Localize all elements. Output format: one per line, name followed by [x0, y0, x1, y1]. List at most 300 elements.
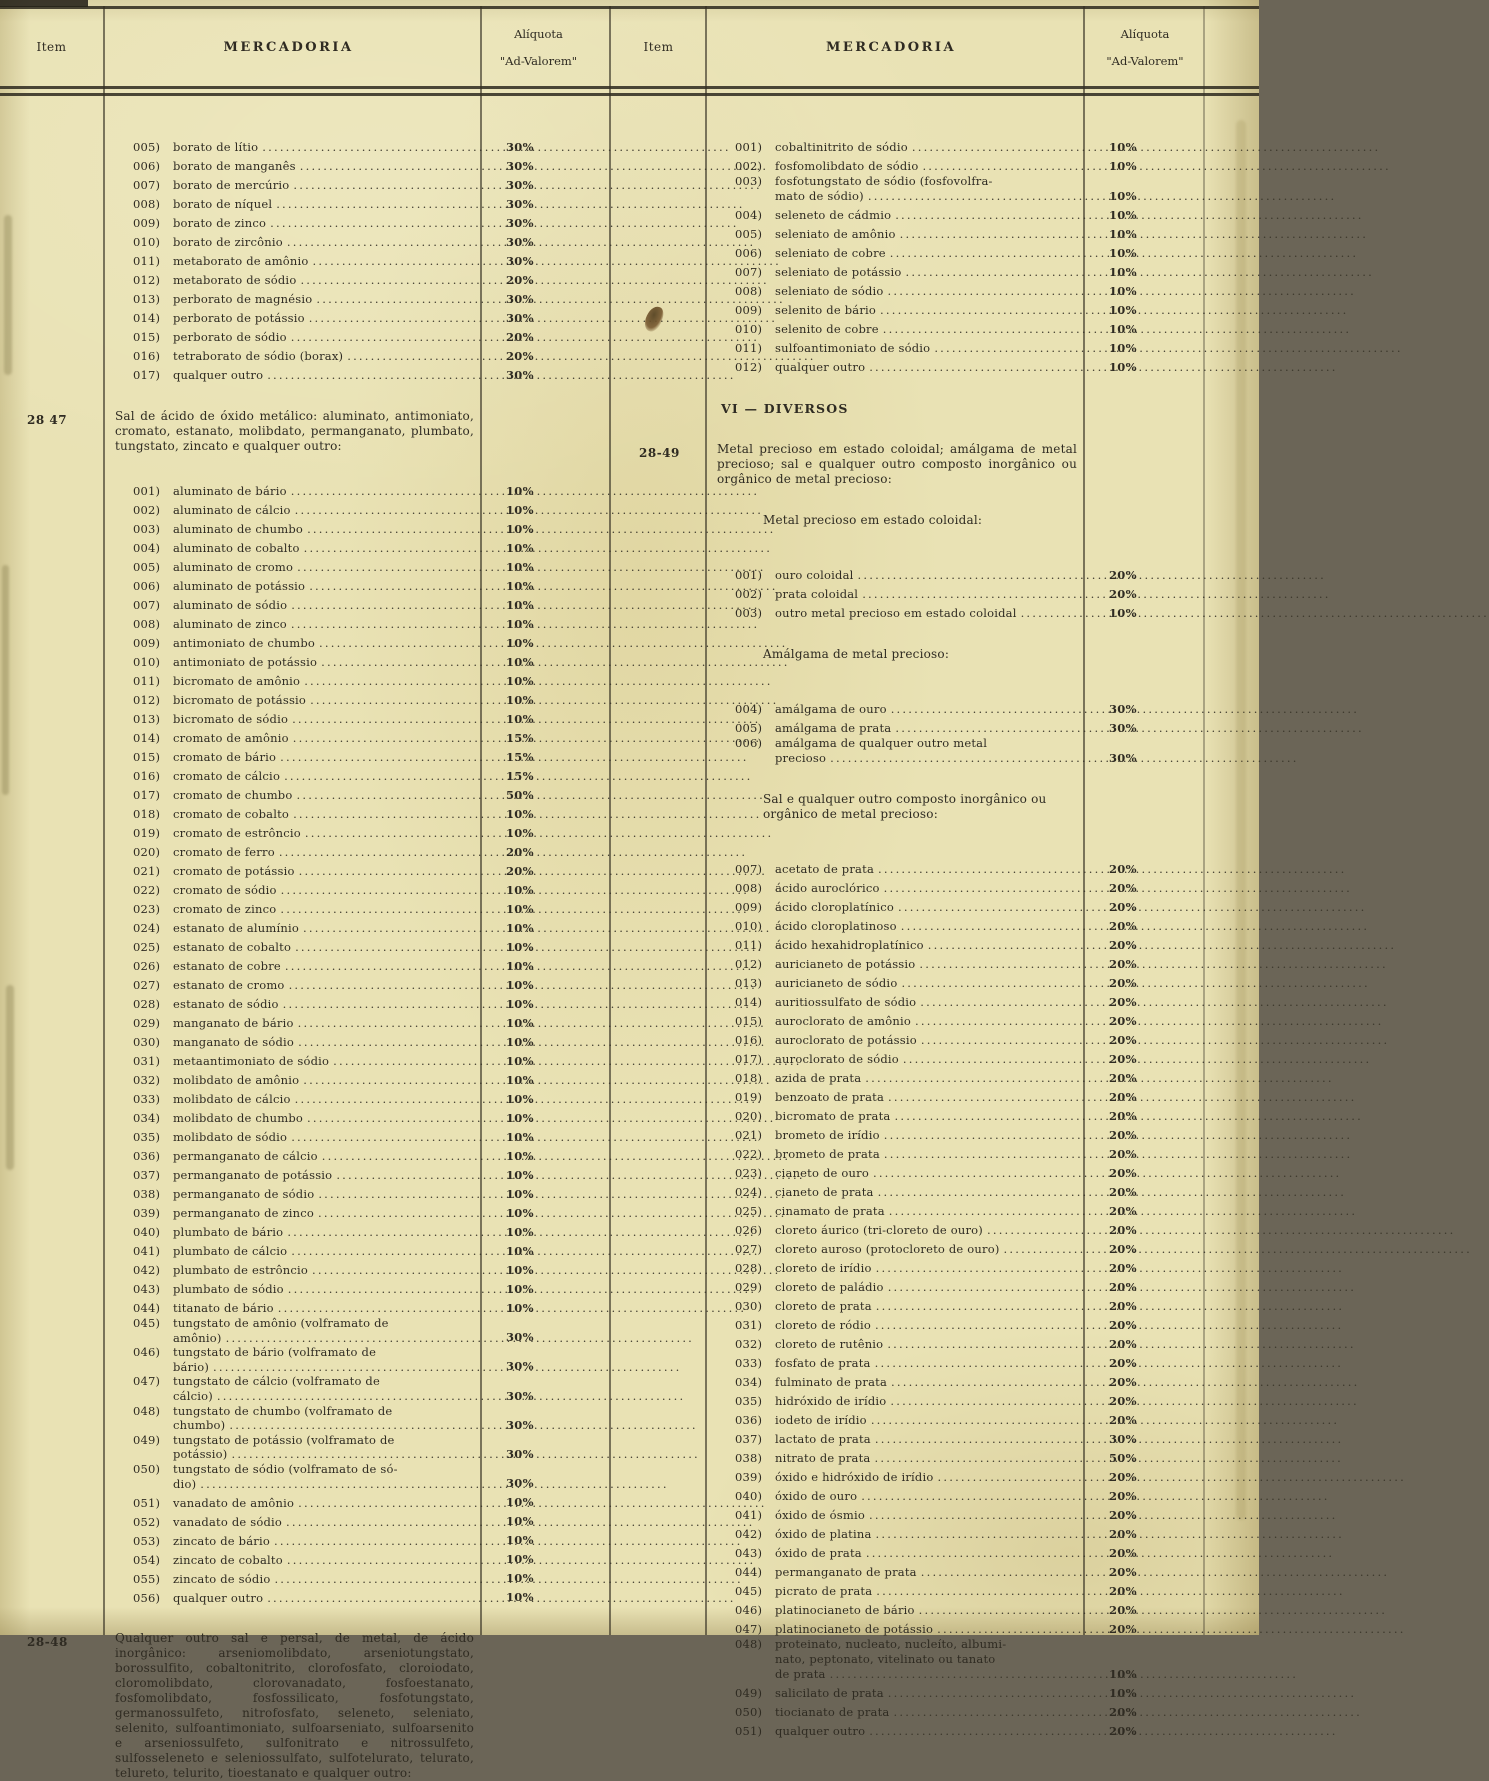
table-row — [0, 1297, 597, 1316]
rate-value: 10% — [1109, 208, 1137, 222]
entry-number: 008) — [133, 197, 161, 212]
entry-label: zincato de cobalto — [173, 1552, 283, 1567]
rate-cell — [480, 155, 597, 174]
entry-line — [735, 1052, 1077, 1067]
dotted-leader — [891, 702, 1075, 717]
dotted-leader — [895, 208, 1075, 223]
rate-cell — [480, 345, 597, 364]
dotted-leader — [217, 1389, 472, 1404]
rate-value: 10% — [1109, 322, 1137, 336]
entry-number: 046) — [735, 1603, 763, 1617]
table-row — [612, 583, 1207, 602]
mercadoria-cell — [705, 1356, 1083, 1371]
table-row — [0, 803, 597, 822]
rate-value: 30% — [506, 235, 534, 249]
mercadoria-cell — [705, 1584, 1083, 1599]
table-row — [612, 1682, 1207, 1701]
entry-label: seleniato de potássio — [775, 265, 902, 279]
entry-line — [133, 1389, 474, 1404]
mercadoria-cell — [705, 1318, 1083, 1333]
entry-label: aluminato de cobalto — [173, 541, 300, 556]
rate-cell — [1083, 1048, 1207, 1067]
entry-label: aluminato de zinco — [173, 617, 287, 632]
header-double-rule-1 — [0, 86, 1259, 89]
entry-line — [133, 1016, 474, 1031]
entry-line — [735, 322, 1077, 337]
rate-value: 10% — [506, 807, 534, 821]
mercadoria-cell — [705, 265, 1083, 280]
table-row — [0, 1221, 597, 1240]
entry-label: qualquer outro — [775, 360, 866, 374]
entry-label: aluminato de cromo — [173, 560, 294, 575]
rate-cell — [480, 955, 597, 974]
table-row — [0, 1278, 597, 1297]
mercadoria-cell — [705, 792, 1083, 822]
dotted-leader — [868, 189, 1075, 204]
table-row — [0, 1240, 597, 1259]
entry-number: 014) — [735, 995, 763, 1009]
entry-line — [133, 1092, 474, 1107]
rate-value: 20% — [1109, 1242, 1137, 1256]
mercadoria-cell — [103, 273, 480, 288]
entry-label: manganato de sódio — [173, 1035, 295, 1050]
table-row — [612, 858, 1207, 877]
entry-number: 019) — [133, 826, 161, 841]
table-row — [0, 898, 597, 917]
entry-line — [133, 1206, 474, 1221]
table-row — [612, 991, 1207, 1010]
dotted-leader — [884, 881, 1075, 896]
dotted-leader — [898, 900, 1075, 915]
entry-line — [133, 636, 474, 651]
rate-value: 10% — [506, 1533, 534, 1548]
right-column — [612, 96, 1207, 1739]
dotted-leader — [901, 976, 1075, 991]
rate-cell — [480, 974, 597, 993]
entry-number: 048) — [735, 1637, 763, 1651]
mercadoria-cell — [705, 442, 1083, 487]
dotted-leader — [298, 1035, 472, 1050]
entry-line — [735, 702, 1077, 717]
entry-number: 017) — [133, 368, 161, 383]
entry-label: borato de zircônio — [173, 235, 283, 250]
dotted-leader — [288, 1282, 472, 1297]
table-row — [0, 708, 597, 727]
entry-number: 043) — [735, 1546, 763, 1560]
mercadoria-cell — [103, 674, 480, 689]
entry-line — [735, 1185, 1077, 1200]
entry-line — [735, 1128, 1077, 1143]
entry-number: 013) — [133, 292, 161, 307]
dotted-leader — [891, 1375, 1075, 1390]
entry-number: 023) — [133, 902, 161, 917]
rate-cell — [1083, 1086, 1207, 1105]
entry-number: 012) — [735, 957, 763, 971]
mercadoria-cell — [103, 883, 480, 898]
entry-line — [735, 1686, 1077, 1701]
mercadoria-cell — [705, 587, 1083, 602]
table-row — [0, 1316, 597, 1345]
mercadoria-cell — [705, 1223, 1083, 1238]
mercadoria-cell — [705, 1508, 1083, 1523]
dotted-leader — [876, 1299, 1075, 1314]
dotted-leader — [297, 560, 472, 575]
entry-number: 005) — [133, 140, 161, 155]
entry-number: 039) — [735, 1470, 763, 1484]
mercadoria-cell — [705, 1432, 1083, 1447]
entry-label: seleniato de sódio — [775, 284, 884, 298]
table-row — [612, 602, 1207, 621]
rate-value: 20% — [506, 349, 534, 363]
entry-label: cianeto de ouro — [775, 1166, 869, 1180]
rate-value: 10% — [506, 902, 534, 916]
table-row — [612, 1295, 1207, 1314]
item-cell — [612, 442, 705, 461]
mercadoria-cell — [103, 807, 480, 822]
entry-line — [735, 159, 1077, 174]
table-row — [612, 698, 1207, 717]
dotted-leader — [322, 1149, 472, 1164]
entry-line — [133, 1331, 474, 1346]
rate-cell — [1083, 136, 1207, 155]
entry-line — [133, 1187, 474, 1202]
rate-cell — [1083, 896, 1207, 915]
entry-number: 038) — [133, 1187, 161, 1202]
mercadoria-cell — [103, 1591, 480, 1606]
table-row — [0, 955, 597, 974]
entry-line — [133, 1534, 474, 1549]
entry-label: permanganato de potássio — [173, 1168, 333, 1183]
dotted-leader — [876, 1261, 1075, 1276]
entry-label: cobaltinitrito de sódio — [775, 140, 908, 154]
rate-cell — [1083, 356, 1207, 375]
entry-label: perborato de potássio — [173, 311, 305, 326]
rate-cell — [480, 212, 597, 231]
dotted-leader — [889, 1204, 1075, 1219]
rate-cell — [480, 765, 597, 784]
dotted-leader — [937, 1622, 1075, 1637]
rate-cell — [1083, 602, 1207, 621]
entry-line — [133, 216, 474, 231]
entry-line — [133, 522, 474, 537]
dotted-leader — [231, 1447, 472, 1462]
rate-cell — [1083, 934, 1207, 953]
mercadoria-cell — [705, 1394, 1083, 1409]
section-heading — [612, 401, 1207, 416]
margin-smudge — [4, 215, 12, 375]
dotted-leader — [299, 864, 472, 879]
entry-label: cromato de potássio — [173, 864, 295, 879]
table-row — [0, 231, 597, 250]
rate-cell — [1083, 1143, 1207, 1162]
rate-value: 20% — [1109, 1508, 1137, 1522]
entry-label: qualquer outro — [775, 1724, 866, 1738]
mercadoria-cell — [103, 1016, 480, 1031]
entry-label: molibdato de amônio — [173, 1073, 300, 1088]
rate-value: 20% — [1109, 1470, 1137, 1484]
dotted-leader — [878, 1185, 1075, 1200]
entry-number: 047) — [133, 1374, 161, 1389]
table-row — [612, 1701, 1207, 1720]
mercadoria-cell — [103, 368, 480, 383]
rate-value: 10% — [506, 1282, 534, 1296]
rate-cell — [480, 499, 597, 518]
dotted-leader — [880, 303, 1075, 318]
mercadoria-cell — [705, 1052, 1083, 1067]
mercadoria-cell — [103, 579, 480, 594]
entry-label: borato de mercúrio — [173, 178, 290, 193]
rate-cell — [1083, 1219, 1207, 1238]
dotted-leader — [921, 1033, 1075, 1048]
entry-line — [133, 1111, 474, 1126]
mercadoria-cell — [103, 1462, 480, 1491]
mercadoria-cell — [103, 1263, 480, 1278]
column-header-mercadoria: MERCADORIA — [223, 39, 354, 55]
rate-cell — [1083, 280, 1207, 299]
rate-cell — [480, 879, 597, 898]
mercadoria-cell — [103, 1073, 480, 1088]
dotted-leader — [890, 246, 1075, 261]
mercadoria-cell — [103, 235, 480, 250]
dotted-leader — [200, 1477, 472, 1492]
entry-label: brometo de irídio — [775, 1128, 880, 1142]
table-row — [612, 1029, 1207, 1048]
mercadoria-cell — [705, 1299, 1083, 1314]
entry-line — [735, 938, 1077, 953]
rate-cell — [480, 1510, 597, 1529]
entry-label: plumbato de bário — [173, 1225, 284, 1240]
entry-line — [735, 1071, 1077, 1086]
entry-number: 055) — [133, 1571, 161, 1586]
dotted-leader — [291, 617, 472, 632]
dotted-leader — [291, 484, 472, 499]
entry-line — [133, 1572, 474, 1587]
entry-number: 050) — [735, 1705, 763, 1719]
entry-label: cloreto de irídio — [775, 1261, 872, 1275]
entry-label: plumbato de sódio — [173, 1282, 284, 1297]
entry-label: bicromato de potássio — [173, 693, 307, 708]
entry-label: bicromato de prata — [775, 1109, 891, 1123]
entry-label: plumbato de estrôncio — [173, 1263, 308, 1278]
dotted-leader — [906, 265, 1075, 280]
table-row — [0, 651, 597, 670]
dotted-leader — [278, 1301, 472, 1316]
dotted-leader — [305, 826, 472, 841]
table-row — [612, 1124, 1207, 1143]
mercadoria-cell — [705, 1375, 1083, 1390]
entry-number: 012) — [133, 273, 161, 288]
entry-number: 033) — [735, 1356, 763, 1370]
mercadoria-cell — [705, 1071, 1083, 1086]
entry-line — [735, 1527, 1077, 1542]
mercadoria-cell — [103, 197, 480, 212]
entry-line — [735, 140, 1077, 155]
mercadoria-cell — [103, 1553, 480, 1568]
table-row — [612, 1390, 1207, 1409]
dotted-leader — [281, 883, 472, 898]
table-row — [0, 1433, 597, 1462]
entry-line — [133, 503, 474, 518]
dotted-leader — [300, 273, 472, 288]
rate-value: 10% — [506, 1206, 534, 1220]
rate-cell — [1083, 1720, 1207, 1739]
rate-cell — [1083, 1599, 1207, 1618]
entry-number: 009) — [133, 216, 161, 231]
left-column — [0, 96, 597, 1781]
rate-value: 10% — [506, 484, 534, 498]
item-heading — [612, 442, 1207, 487]
dotted-leader — [1004, 1242, 1075, 1257]
rate-value: 30% — [1109, 751, 1137, 765]
entry-line — [735, 208, 1077, 223]
dotted-leader — [900, 227, 1075, 242]
entry-label: ácido hexahidroplatínico — [775, 938, 924, 952]
entry-list — [612, 858, 1207, 1739]
rate-value: 30% — [506, 197, 534, 211]
mercadoria-cell — [103, 1282, 480, 1297]
entry-label: cloreto de rutênio — [775, 1337, 884, 1351]
rate-value: 20% — [1109, 1052, 1137, 1066]
rate-value: 15% — [506, 750, 534, 764]
entry-number: 016) — [133, 769, 161, 784]
rate-value: 10% — [1109, 341, 1137, 355]
rate-cell — [1083, 858, 1207, 877]
rate-cell — [1083, 1238, 1207, 1257]
table-row — [612, 1447, 1207, 1466]
entry-line — [133, 978, 474, 993]
mercadoria-cell — [103, 330, 480, 345]
entry-line — [735, 751, 1077, 766]
entry-number: 007) — [133, 178, 161, 193]
mercadoria-cell — [705, 1705, 1083, 1720]
table-row — [0, 670, 597, 689]
entry-line — [133, 1316, 474, 1331]
rate-cell — [480, 518, 597, 537]
entry-label: perborato de magnésio — [173, 292, 313, 307]
entry-line — [133, 560, 474, 575]
rate-value: 10% — [506, 503, 534, 517]
table-row — [612, 1485, 1207, 1504]
table-row — [0, 860, 597, 879]
entry-number: 033) — [133, 1092, 161, 1107]
table-row — [0, 1510, 597, 1529]
mercadoria-cell — [103, 1149, 480, 1164]
item-description: Sal de ácido de óxido metálico: aluminato, antimoniato, cromato, estanato, molibdato, permanganato, plumbato, tungstato, zincato e qualquer outro: — [115, 409, 474, 453]
rate-cell — [480, 1088, 597, 1107]
dotted-leader — [304, 541, 472, 556]
rate-value: 20% — [1109, 938, 1137, 952]
entry-line — [735, 736, 1077, 751]
rate-cell — [480, 784, 597, 803]
rate-value: 10% — [506, 978, 534, 992]
mercadoria-cell — [705, 140, 1083, 155]
entry-line — [133, 1591, 474, 1606]
rate-cell — [1083, 1542, 1207, 1561]
rate-value: 10% — [1109, 284, 1137, 298]
rate-value: 30% — [506, 1446, 534, 1461]
mercadoria-cell — [103, 1187, 480, 1202]
rate-value: 10% — [506, 1244, 534, 1258]
entry-line — [133, 655, 474, 670]
entry-line — [735, 1223, 1077, 1238]
entry-number: 035) — [133, 1130, 161, 1145]
entry-line — [735, 957, 1077, 972]
dotted-leader — [875, 1356, 1075, 1371]
entry-line — [133, 1360, 474, 1375]
mercadoria-cell — [705, 174, 1083, 204]
sub-heading-text: Amálgama de metal precioso: — [763, 647, 950, 661]
dotted-leader — [869, 1508, 1075, 1523]
mercadoria-cell — [705, 1090, 1083, 1105]
entry-number: 029) — [735, 1280, 763, 1294]
entry-number: 018) — [735, 1071, 763, 1085]
entry-number: 049) — [133, 1432, 161, 1447]
dotted-leader — [347, 349, 472, 364]
rate-cell — [480, 288, 597, 307]
entry-number: 004) — [735, 702, 763, 716]
mercadoria-cell — [705, 341, 1083, 356]
entry-number: 047) — [735, 1622, 763, 1636]
entry-line — [133, 1477, 474, 1492]
mercadoria-cell — [103, 140, 480, 155]
entry-number: 001) — [133, 484, 161, 499]
table-row — [0, 765, 597, 784]
dotted-leader — [295, 503, 472, 518]
entry-number: 006) — [133, 159, 161, 174]
entry-line — [735, 1375, 1077, 1390]
table-row — [612, 1048, 1207, 1067]
dotted-leader — [270, 216, 472, 231]
entry-line — [735, 1667, 1077, 1682]
dotted-leader — [901, 919, 1075, 934]
entry-label: platinocianeto de potássio — [775, 1622, 934, 1636]
rate-value: 10% — [506, 1514, 534, 1529]
rate-cell — [1083, 698, 1207, 717]
rate-value: 10% — [506, 1552, 534, 1567]
dotted-leader — [895, 721, 1075, 736]
rate-value: 10% — [1109, 1667, 1137, 1681]
table-row — [0, 155, 597, 174]
mercadoria-cell — [103, 560, 480, 575]
entry-number: 021) — [133, 864, 161, 879]
entry-line — [735, 1508, 1077, 1523]
table-row — [612, 1314, 1207, 1333]
item-number: 28 47 — [27, 413, 68, 427]
table-row — [0, 689, 597, 708]
rate-cell — [1083, 1701, 1207, 1720]
entry-list — [612, 698, 1207, 766]
rate-value: 20% — [1109, 1014, 1137, 1028]
rate-value: 10% — [1109, 606, 1137, 620]
rate-cell — [1083, 261, 1207, 280]
entry-line — [133, 1462, 474, 1477]
rate-cell — [480, 1586, 597, 1605]
rate-value: 20% — [1109, 1204, 1137, 1218]
mercadoria-cell — [705, 568, 1083, 583]
entry-number: 005) — [133, 560, 161, 575]
entry-label: cromato de bário — [173, 750, 277, 765]
mercadoria-cell — [705, 995, 1083, 1010]
table-row — [612, 174, 1207, 204]
entry-number: 048) — [133, 1403, 161, 1418]
entry-number: 052) — [133, 1514, 161, 1529]
entry-label: borato de manganês — [173, 159, 296, 174]
rate-cell — [1083, 318, 1207, 337]
table-row — [0, 746, 597, 765]
entry-label: molibdato de chumbo — [173, 1111, 304, 1126]
rate-cell — [480, 326, 597, 345]
rate-value: 20% — [1109, 862, 1137, 876]
